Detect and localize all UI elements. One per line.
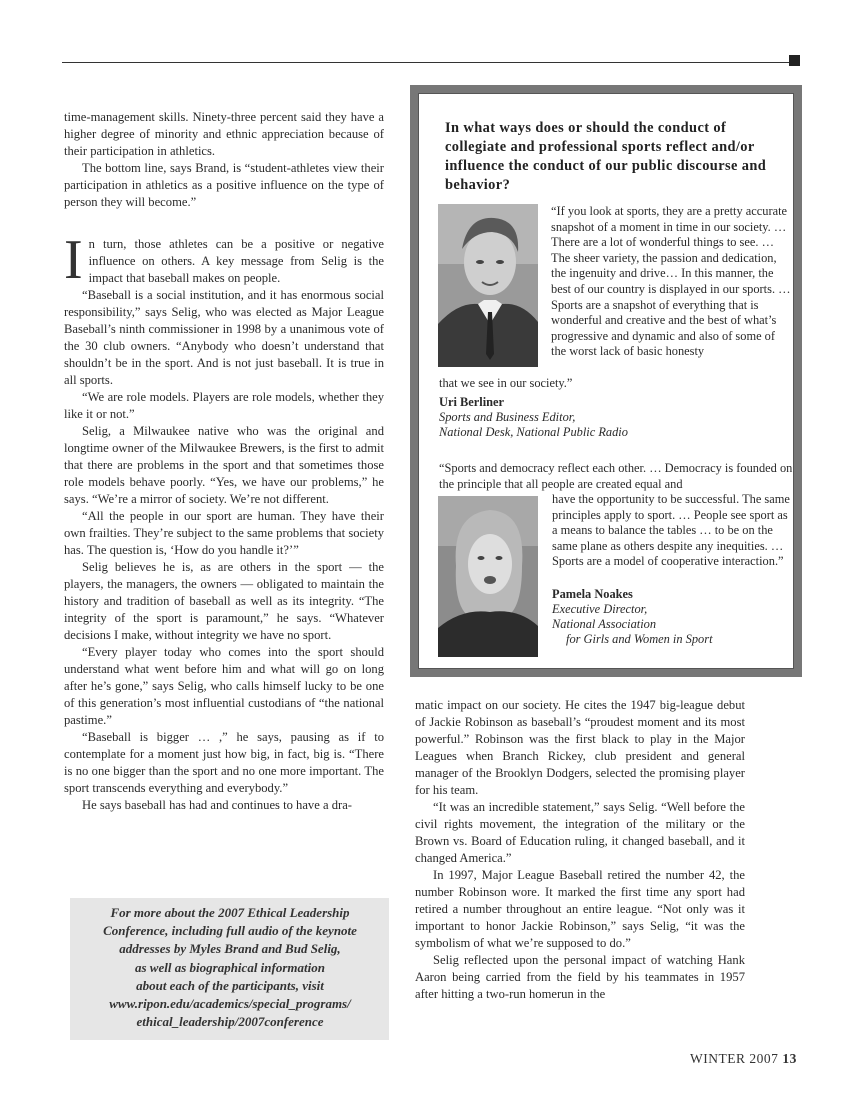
left-column-main	[64, 229, 384, 814]
paragraph: “Baseball is bigger … ,” he says, pausing as if to contemplate for a moment just how big, in fact, big is. “There is no one bigger than the sport and no one more important. The sport transcends everything and everybody.”	[64, 730, 384, 795]
info-url-line[interactable]: ethical_leadership/2007conference	[136, 1014, 324, 1030]
person-title: Executive Director,	[552, 602, 648, 616]
header-rule	[62, 62, 790, 63]
photo-pamela-noakes	[438, 496, 538, 657]
info-line: addresses by Myles Brand and Bud Selig,	[119, 941, 341, 957]
right-column-bottom	[415, 697, 745, 1003]
lead-paragraph	[64, 229, 384, 291]
paragraph: “All the people in our sport are human. They have their own frailties. They’re subject to the same problems that society has. The question is, ‘How do you handle it?’”	[64, 509, 384, 557]
info-line: about each of the participants, visit	[136, 977, 324, 993]
page-footer	[690, 1051, 797, 1067]
paragraph: matic impact on our society. He cites the 1947 big-league debut of Jackie Robinson as baseball’s “proudest moment and its most powerful.” Robinson was the first black to play in the Major Leagues when Branch Rickey, club president and general manager of the Brooklyn Dodgers, selected the promising player for his team.	[415, 698, 745, 797]
paragraph: In 1997, Major League Baseball retired the number 42, the number Robinson wore. It marked the first time any sport had retired a number throughout an entire league. “Not only was it important to honor Jackie Robinson,” says Selig, “it was the symbolism of what we’re supposed to do.”	[415, 868, 745, 950]
paragraph: “Baseball is a social institution, and it has enormous social responsibility,” says Selig, who was elected as Major League Baseball’s ninth commissioner in 1998 by a unanimous vote of the 30 club owners. “Anybody who doesn’t understand that shouldn’t be in the sport. And is not just baseball. It is true in all sports.	[64, 288, 384, 387]
info-url-line[interactable]: www.ripon.edu/academics/special_programs/	[109, 996, 351, 1012]
paragraph: “We are role models. Players are role models, whether they like it or not.”	[64, 390, 384, 421]
person-title: National Desk, National Public Radio	[439, 425, 628, 439]
paragraph: Selig reflected upon the personal impact of watching Hank Aaron being carried from the field by his teammates in 1957 after hitting a two-run homerun in the	[415, 953, 745, 1001]
paragraph: He says baseball has had and continues to have a dra-	[82, 798, 352, 812]
person-title: Sports and Business Editor,	[439, 410, 576, 424]
person-name: Pamela Noakes	[552, 587, 633, 601]
left-column-top	[64, 109, 384, 211]
lead-text: n turn, those athletes can be a positive or negative influence on others. A key message from Selig is the impact that baseball makes on people.	[88, 237, 384, 285]
page-number: 13	[782, 1051, 797, 1066]
attribution-uri-berliner	[439, 395, 628, 440]
paragraph: time-management skills. Ninety-three percent said they have a higher degree of minority and ethnic appreciation because of their participation in athletics.	[64, 110, 384, 158]
quote-pamela-noakes: “Sports and democracy reflect each other. … Democracy is founded on the principle that all people are created equal and	[439, 461, 793, 491]
issue-label: WINTER 2007	[690, 1051, 779, 1066]
sidebar-box	[410, 85, 802, 677]
paragraph: The bottom line, says Brand, is “student-athletes view their participation in athletics as a positive influence on the type of person they will become.”	[64, 161, 384, 209]
photo-uri-berliner	[438, 204, 538, 367]
info-line: For more about the 2007 Ethical Leadership	[110, 905, 350, 920]
sidebar-inner-border	[418, 93, 794, 669]
quote-uri-berliner: “If you look at sports, they are a pretty accurate snapshot of a moment in time in our society. … There are a lot of wonderful things to see. … The sheer variety, the passion and dedication, the ingenuity and drive… In this manner, the best of our country is displayed in our sports. … Sports are a snapshot of everything that is wonderful and creative and the best of what’s progressive and dynamic and also of some of the worst lack of basic honesty	[551, 204, 791, 359]
sidebar-question: In what ways does or should the conduct of collegiate and professional sports reflect and/or influence the conduct of our public discourse and behavior?	[445, 120, 767, 193]
info-line: as well as biographical information	[135, 959, 325, 975]
attribution-pamela-noakes	[552, 587, 713, 647]
paragraph: Selig believes he is, as are others in the sport — the players, the managers, the owners — obligated to maintain the history and tradition of baseball as well as its integrity. “The integrity of the sport is paramount,” he says. “Whatever decisions I make, without integrity we have no sport.	[64, 560, 384, 642]
paragraph: “It was an incredible statement,” says Selig. “Well before the civil rights movement, the integration of the military or the Brown vs. Board of Education ruling, it changed baseball, and it changed America.”	[415, 800, 745, 865]
info-box-text	[80, 904, 380, 1031]
info-line: Conference, including full audio of the keynote	[103, 923, 357, 939]
quote-uri-berliner-end: that we see in our society.”	[439, 376, 573, 390]
person-title: National Association	[552, 617, 657, 631]
quote-pamela-noakes-cont: have the opportunity to be successful. The same principles apply to sport. … People see sport as a means to balance the tables … to be on the same plane as others despite any inequities. … Sports are a model of cooperative interaction.”	[552, 492, 790, 569]
paragraph: Selig, a Milwaukee native who was the original and longtime owner of the Milwaukee Brewers, is the first to admit that there are problems in the sport and that sometimes those role models behave poorly. “Yes, we have our problems,” he says. “We’re a mirror of society. We’re not different.	[64, 424, 384, 506]
paragraph: “Every player today who comes into the sport should understand what went before him and what will go on long after he’s gone,” says Selig, who calls himself lucky to be one of this generation’s most influential custodians of “the national pastime.”	[64, 645, 384, 727]
header-rule-block	[789, 55, 800, 66]
info-box	[70, 898, 389, 1040]
person-name: Uri Berliner	[439, 395, 505, 409]
person-title: for Girls and Women in Sport	[566, 632, 713, 646]
drop-cap: I	[64, 229, 83, 291]
